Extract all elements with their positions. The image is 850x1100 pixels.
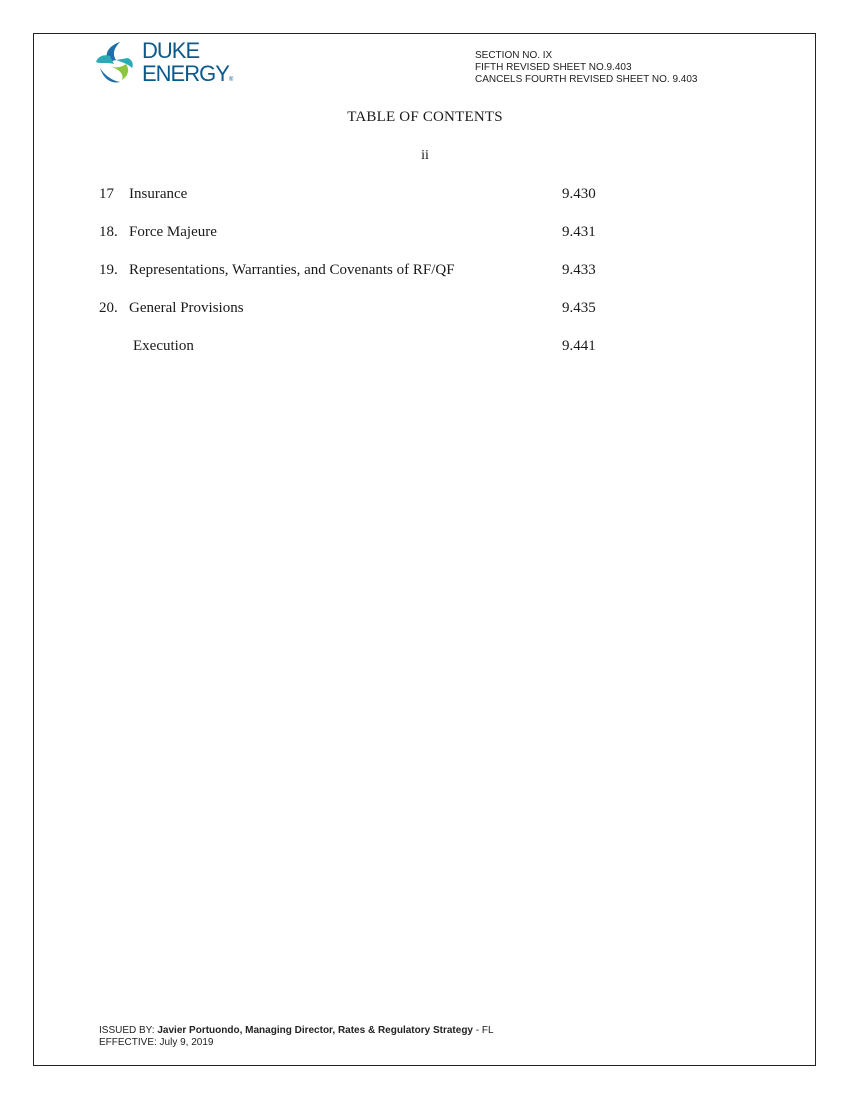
toc-page-number: ii [421,148,429,163]
toc-entry-number: 19. [99,262,118,278]
duke-energy-logo [94,40,244,90]
duke-energy-logo-mark-icon [94,40,138,86]
cancels-sheet: CANCELS FOURTH REVISED SHEET NO. 9.403 [475,74,698,85]
logo-line2-wrap [142,63,233,91]
toc-entry-sheet: 9.433 [562,262,596,278]
section-number: SECTION NO. IX [475,50,553,61]
toc-entry-label: Insurance [129,186,188,202]
footer [99,1025,494,1049]
logo-registered-mark: ® [228,77,234,83]
toc-entry-label: General Provisions [129,300,244,316]
effective-date: EFFECTIVE: July 9, 2019 [99,1037,214,1048]
logo-line2: ENERGY [142,61,229,86]
issued-by-suffix: - FL [472,1025,494,1036]
toc-entry-sheet: 9.431 [562,224,596,240]
toc-entry-number: 18. [99,224,118,240]
toc-entry [99,262,619,282]
toc-title: TABLE OF CONTENTS [347,109,503,125]
issued-by-label: ISSUED BY: [99,1025,158,1036]
issued-by-line [99,1025,494,1037]
revised-sheet: FIFTH REVISED SHEET NO.9.403 [475,62,632,73]
toc-entry-sheet: 9.435 [562,300,596,316]
toc-entry [99,224,619,244]
logo-line1: DUKE [142,38,200,63]
toc-entry-number: 20. [99,300,118,316]
toc-entry-sheet: 9.441 [562,338,596,354]
sheet-info [475,50,697,86]
toc-entry-number: 17 [99,186,114,202]
toc-entry-sheet: 9.430 [562,186,596,202]
toc-entry-label: Force Majeure [129,224,217,240]
toc-entry [99,186,619,206]
logo-wordmark [142,40,233,91]
toc-entry-label: Execution [133,338,194,354]
toc-entry [99,300,619,320]
issued-by-name: Javier Portuondo, Managing Director, Rates & Regulatory Strategy [157,1025,473,1036]
toc-entry-label: Representations, Warranties, and Covenants of RF/QF [129,262,455,278]
toc-entry [99,338,619,358]
